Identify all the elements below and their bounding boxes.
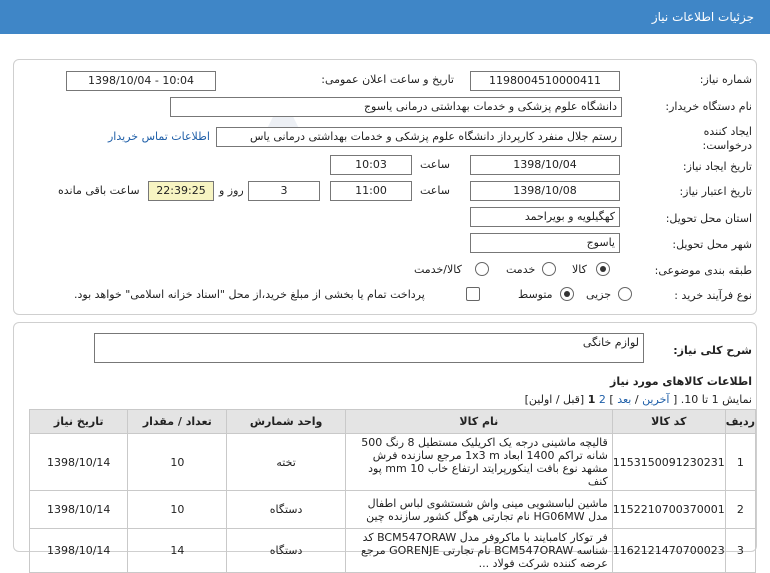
cell-qty: 10 — [128, 434, 227, 491]
overall-desc-label: شرح کلی نیاز: — [673, 344, 752, 357]
cell-qty: 14 — [128, 529, 227, 573]
validity-time-field: 11:00 — [330, 181, 412, 201]
countdown-field: 22:39:25 — [148, 181, 214, 201]
remaining-label: ساعت باقی مانده — [58, 184, 140, 197]
category-service-label: خدمت — [506, 263, 536, 276]
buyer-contact-link[interactable]: اطلاعات تماس خریدار — [108, 130, 210, 143]
table-row[interactable] — [30, 434, 756, 491]
category-goods-radio[interactable] — [596, 262, 610, 276]
pagination-last-link[interactable]: آخرین — [642, 393, 670, 406]
th-name: نام کالا — [345, 410, 612, 434]
page-title-bar — [0, 0, 770, 34]
category-both-radio[interactable] — [475, 262, 489, 276]
need-time-field: 10:03 — [330, 155, 412, 175]
cell-name: ماشین لباسشویی مینی واش شستشوی لباس اطفال مدل HG06MW نام تجارتی هوگل کشور سازنده چین — [345, 491, 612, 529]
cell-code: 1152210700370001 — [612, 491, 725, 529]
cell-unit: دستگاه — [227, 491, 346, 529]
days-and-label: روز و — [219, 184, 244, 197]
province-label: استان محل تحویل: — [665, 212, 752, 225]
th-date: تاریخ نیاز — [30, 410, 128, 434]
category-goods-label: کالا — [572, 263, 587, 276]
pagination-page-2[interactable]: 2 — [598, 393, 606, 406]
cell-date: 1398/10/14 — [30, 529, 128, 573]
city-field: یاسوج — [470, 233, 620, 253]
payment-note: پرداخت تمام یا بخشی از مبلغ خرید،از محل "اسناد خزانه اسلامی" خواهد بود. — [74, 288, 425, 301]
cell-unit: دستگاه — [227, 529, 346, 573]
pagination — [525, 393, 752, 406]
cell-date: 1398/10/14 — [30, 434, 128, 491]
pagination-next-link[interactable]: بعد — [617, 393, 632, 406]
pagination-suffix: [قبل / اولین] — [524, 393, 585, 406]
cell-name: قالیچه ماشینی درجه یک اکریلیک مستطیل 8 رنگ 500 شانه تراکم 1400 ابعاد 1x3 m مرجع سازنده فرش مشهد نوع بافت اینکورپرایتد ارتفاع خاب 10 mm پود کنف — [345, 434, 612, 491]
days-field: 3 — [248, 181, 320, 201]
cell-qty: 10 — [128, 491, 227, 529]
table-row[interactable] — [30, 491, 756, 529]
th-qty: تعداد / مقدار — [128, 410, 227, 434]
need-date-label: تاریخ ایجاد نیاز: — [682, 160, 752, 173]
city-label: شهر محل تحویل: — [672, 238, 752, 251]
cell-date: 1398/10/14 — [30, 491, 128, 529]
purchase-type-label: نوع فرآیند خرید : — [674, 289, 752, 302]
category-service-radio[interactable] — [542, 262, 556, 276]
cell-name: فر توکار کامبایند با ماکروفر مدل BCM547ORAW کد شناسه BCM547ORAW نام تجارتی GORENJE مرجع عرضه کننده شرکت فولاد ... — [345, 529, 612, 573]
th-unit: واحد شمارش — [227, 410, 346, 434]
purchase-small-radio[interactable] — [618, 287, 632, 301]
validity-time-label: ساعت — [420, 184, 450, 197]
overall-desc-field: لوازم خانگی — [94, 333, 644, 363]
th-row: ردیف — [725, 410, 755, 434]
buyer-org-field: دانشگاه علوم پزشکی و خدمات بهداشتی درمانی یاسوج — [170, 97, 622, 117]
buyer-org-label: نام دستگاه خریدار: — [665, 100, 752, 113]
table-row[interactable] — [30, 529, 756, 573]
pagination-sep1: / — [634, 393, 639, 406]
cell-code: 1162121470700023 — [612, 529, 725, 573]
pagination-page-1: 1 — [587, 393, 596, 406]
purchase-medium-radio[interactable] — [560, 287, 574, 301]
purchase-medium-label: متوسط — [518, 288, 553, 301]
category-both-label: کالا/خدمت — [414, 263, 462, 276]
cell-code: 1153150091230231 — [612, 434, 725, 491]
announce-datetime-field: 1398/10/04 - 10:04 — [66, 71, 216, 91]
cell-row: 3 — [725, 529, 755, 573]
validity-date-label: تاریخ اعتبار نیاز: — [679, 185, 752, 198]
treasury-checkbox[interactable] — [466, 287, 480, 301]
goods-info-heading: اطلاعات کالاهای مورد نیاز — [610, 375, 752, 388]
cell-unit: تخته — [227, 434, 346, 491]
need-number-field: 1198004510000411 — [470, 71, 620, 91]
need-time-label: ساعت — [420, 158, 450, 171]
table-header-row — [30, 410, 756, 434]
validity-date-field: 1398/10/08 — [470, 181, 620, 201]
need-number-label: شماره نیاز: — [699, 73, 752, 86]
province-field: کهگیلویه و بویراحمد — [470, 207, 620, 227]
cell-row: 2 — [725, 491, 755, 529]
requester-label: ایجاد کننده درخواست: — [702, 125, 752, 152]
category-label: طبقه بندی موضوعی: — [654, 264, 752, 277]
th-code: کد کالا — [612, 410, 725, 434]
goods-table — [29, 409, 756, 573]
purchase-small-label: جزیی — [586, 288, 612, 301]
announce-datetime-label: تاریخ و ساعت اعلان عمومی: — [321, 73, 454, 86]
cell-row: 1 — [725, 434, 755, 491]
requester-field: رستم جلال منفرد کارپرداز دانشگاه علوم پزشکی و خدمات بهداشتی درمانی یاس — [216, 127, 622, 147]
pagination-prefix: نمایش 1 تا 10. [ — [672, 393, 752, 406]
pagination-sep2: ] — [609, 393, 614, 406]
need-date-field: 1398/10/04 — [470, 155, 620, 175]
page-title: جزئیات اطلاعات نیاز — [651, 10, 754, 24]
